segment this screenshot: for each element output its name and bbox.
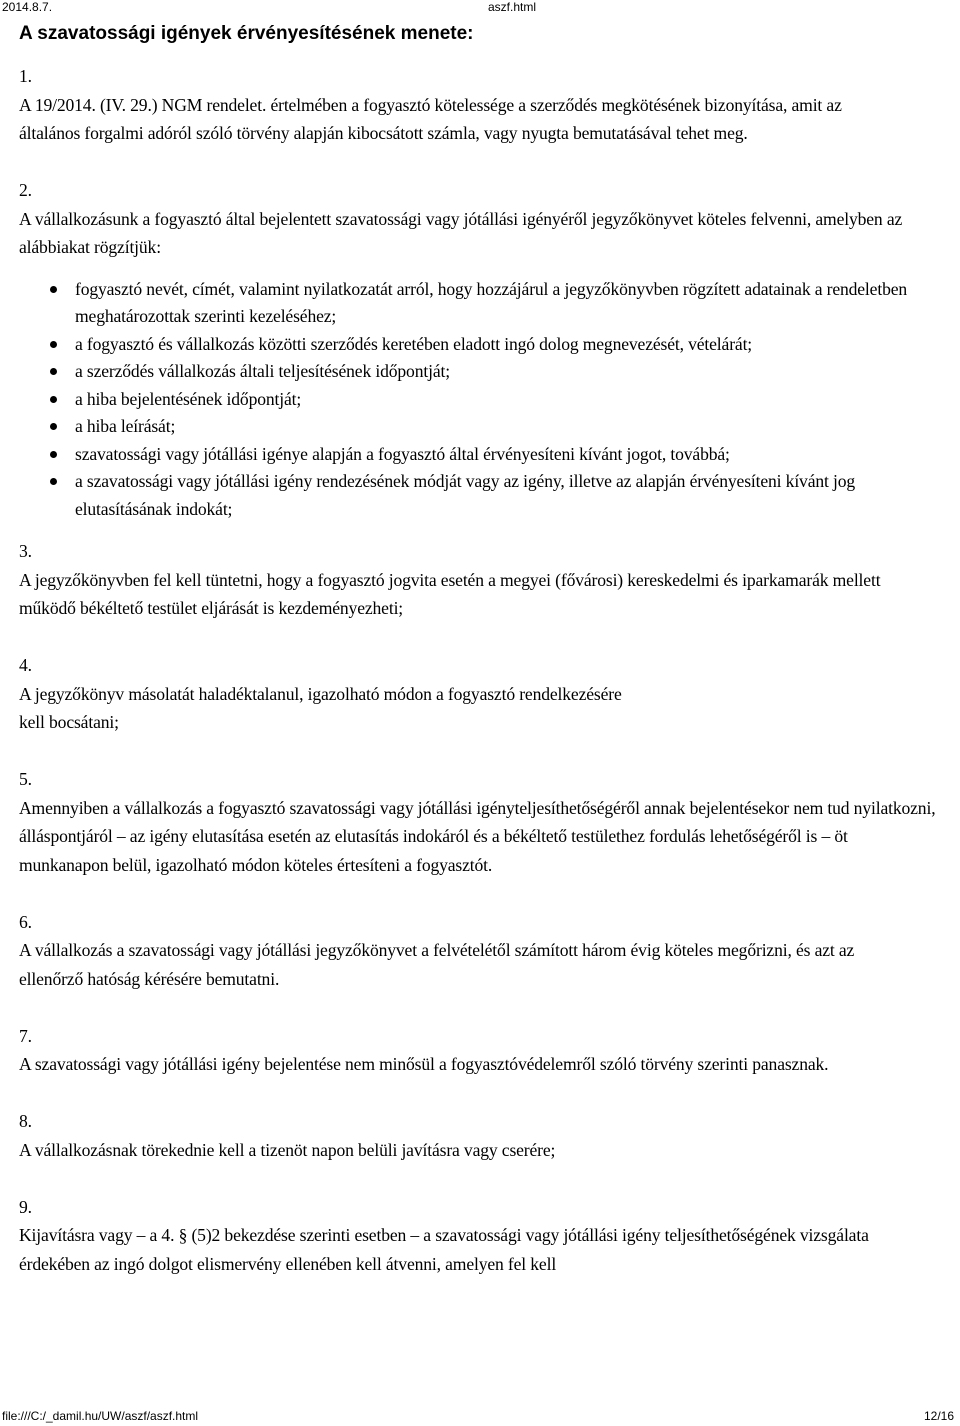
page-title: A szavatossági igények érvényesítésének menete: [19,23,474,44]
page-number: 12/16 [923,1409,954,1423]
section-number: 8. [19,1111,32,1131]
section-number: 9. [19,1196,32,1217]
section-text: A szavatossági vagy jótállási igény bejelentése nem minősül a fogyasztóvédelemről szóló törvény szerinti panasznak. [19,1054,829,1074]
section-number: 4. [19,655,32,675]
section-text: A vállalkozásunk a fogyasztó által bejelentett szavatossági vagy jótállási igényéről jegyzőkönyvet köteles felvenni, amelyben az alábbiakat rögzítjük: [19,208,903,257]
print-filename: aszf.html [488,0,537,14]
print-url: file:///C:/_damil.hu/UW/aszf/aszf.html [2,1409,199,1423]
section-number: 7. [19,1025,32,1046]
list-item: a hiba bejelentésének időpontját; [75,386,941,414]
bullet-icon [50,341,57,348]
bullet-icon [50,286,57,293]
list-item: fogyasztó nevét, címét, valamint nyilatkozatát arról, hogy hozzájárul a jegyzőkönyvben rögzített adatainak a rendeletben meghatározottak szerinti kezeléséhez; [75,276,935,331]
section-number: 2. [19,180,32,200]
section-2 [19,176,941,523]
print-date: 2014.8.7. [2,0,53,14]
section-3 [19,537,941,623]
section-text: A vállalkozás a szavatossági vagy jótállási jegyzőkönyvet a felvételétől számított három évig köteles megőrizni, és azt az ellenőrző hatóság kérésére bemutatni. [19,940,855,989]
bullet-icon [50,396,57,403]
section-number: 3. [19,541,32,561]
list-item: a fogyasztó és vállalkozás közötti szerződés keretében eladott ingó dolog megnevezését, vételárát; [75,331,941,359]
section-4 [19,651,941,737]
section-8 [19,1107,941,1164]
requirements-list [19,276,941,524]
document-body [19,20,941,1278]
list-item: a hiba leírását; [75,413,941,441]
section-6 [19,908,941,994]
bullet-icon [50,451,57,458]
list-item: a szerződés vállalkozás általi teljesítésének időpontját; [75,358,941,386]
list-item: szavatossági vagy jótállási igénye alapján a fogyasztó által érvényesíteni kívánt jogot, továbbá; [75,441,941,469]
section-1 [19,62,941,148]
section-number: 1. [19,66,32,86]
section-number: 5. [19,769,32,789]
section-7 [19,1022,941,1079]
print-header [0,0,960,14]
bullet-icon [50,368,57,375]
section-text: A 19/2014. (IV. 29.) NGM rendelet. értelmében a fogyasztó kötelessége a szerződés megkötésének bizonyítása, amit az általános forgalmi adóról szóló törvény alapján kibocsátott számla, vagy nyugta bemutatásával tehet meg. [19,94,842,143]
section-text: Kijavításra vagy – a 4. § (5)2 bekezdése szerinti esetben – a szavatossági vagy jótállási igény teljesíthetőségének vizsgálata érdekében az ingó dolgot elismervény ellenében kell átvenni, amelyen fel kell [19,1225,869,1274]
print-footer [0,1408,960,1424]
list-item: a szavatossági vagy jótállási igény rendezésének módját vagy az igény, illetve az alapján érvényesíteni kívánt jog elutasításának indokát; [75,468,935,523]
section-9 [19,1193,941,1279]
section-text: Amennyiben a vállalkozás a fogyasztó szavatossági vagy jótállási igényteljesíthetőségéről annak bejelentésekor nem tud nyilatkozni, álláspontjáról – az igény elutasítása esetén az elutasítás indokáról és a békéltető testülethez fordulás lehetőségéről is – öt munkanapon belül, igazolható módon köteles értesíteni a fogyasztót. [19,797,936,875]
bullet-icon [50,423,57,430]
section-5 [19,765,941,879]
section-number: 6. [19,911,32,932]
section-text: A jegyzőkönyvben fel kell tüntetni, hogy a fogyasztó jogvita esetén a megyei (fővárosi) kereskedelmi és iparkamarák mellett működő békéltető testület eljárását is kezdeményezheti; [19,569,881,618]
bullet-icon [50,478,57,485]
section-text: A jegyzőkönyv másolatát haladéktalanul, igazolható módon a fogyasztó rendelkezésére kell bocsátani; [19,683,622,732]
section-text: A vállalkozásnak törekednie kell a tizenöt napon belüli javításra vagy cserére; [19,1139,556,1160]
